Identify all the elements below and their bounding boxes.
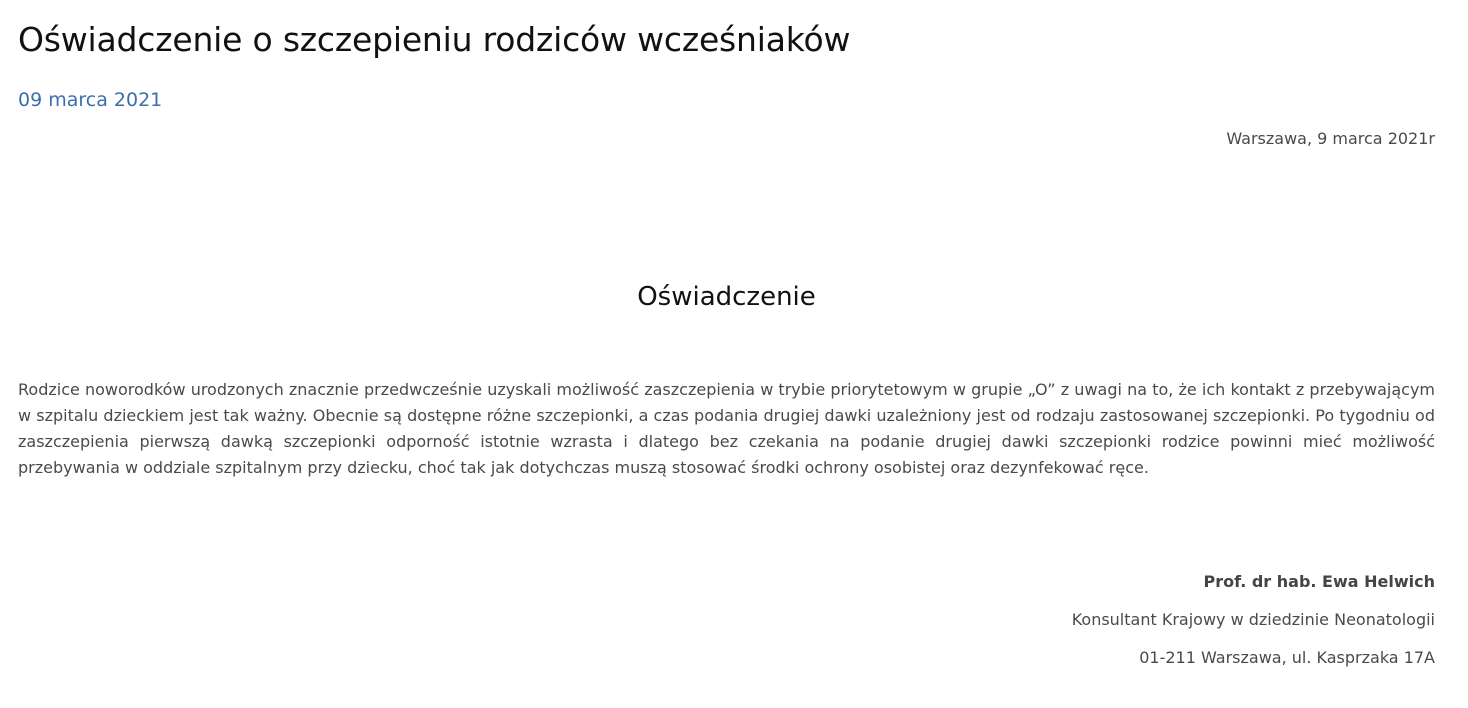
statement-heading: Oświadczenie bbox=[637, 282, 816, 312]
signature-block bbox=[1072, 571, 1435, 685]
signature-name: Prof. dr hab. Ewa Helwich bbox=[1203, 572, 1435, 591]
signature-role: Konsultant Krajowy w dziedzinie Neonatologii bbox=[1071, 610, 1435, 629]
page-title: Oświadczenie o szczepieniu rodziców wcześniaków bbox=[18, 20, 851, 59]
signature-address: 01-211 Warszawa, ul. Kasprzaka 17A bbox=[1139, 648, 1435, 667]
statement-body: Rodzice noworodków urodzonych znacznie przedwcześnie uzyskali możliwość zaszczepienia w trybie priorytetowym w grupie „O” z uwagi na to, że ich kontakt z przebywającym w szpitalu dzieckiem jest tak ważny. Obecnie są dostępne różne szczepionki, a czas podania drugiej dawki uzależniony jest od rodzaju zastosowanej szczepionki. Po tygodniu od zaszczepienia pierwszą dawką szczepionki odporność istotnie wzrasta i dlatego bez czekania na podanie drugiej dawki szczepionki rodzice powinni mieć możliwość przebywania w oddziale szpitalnym przy dziecku, choć tak jak dotychczas muszą stosować środki ochrony osobistej oraz dezynfekować ręce. bbox=[18, 380, 1435, 477]
publication-date: 09 marca 2021 bbox=[18, 89, 163, 111]
place-and-date: Warszawa, 9 marca 2021r bbox=[1226, 129, 1435, 148]
